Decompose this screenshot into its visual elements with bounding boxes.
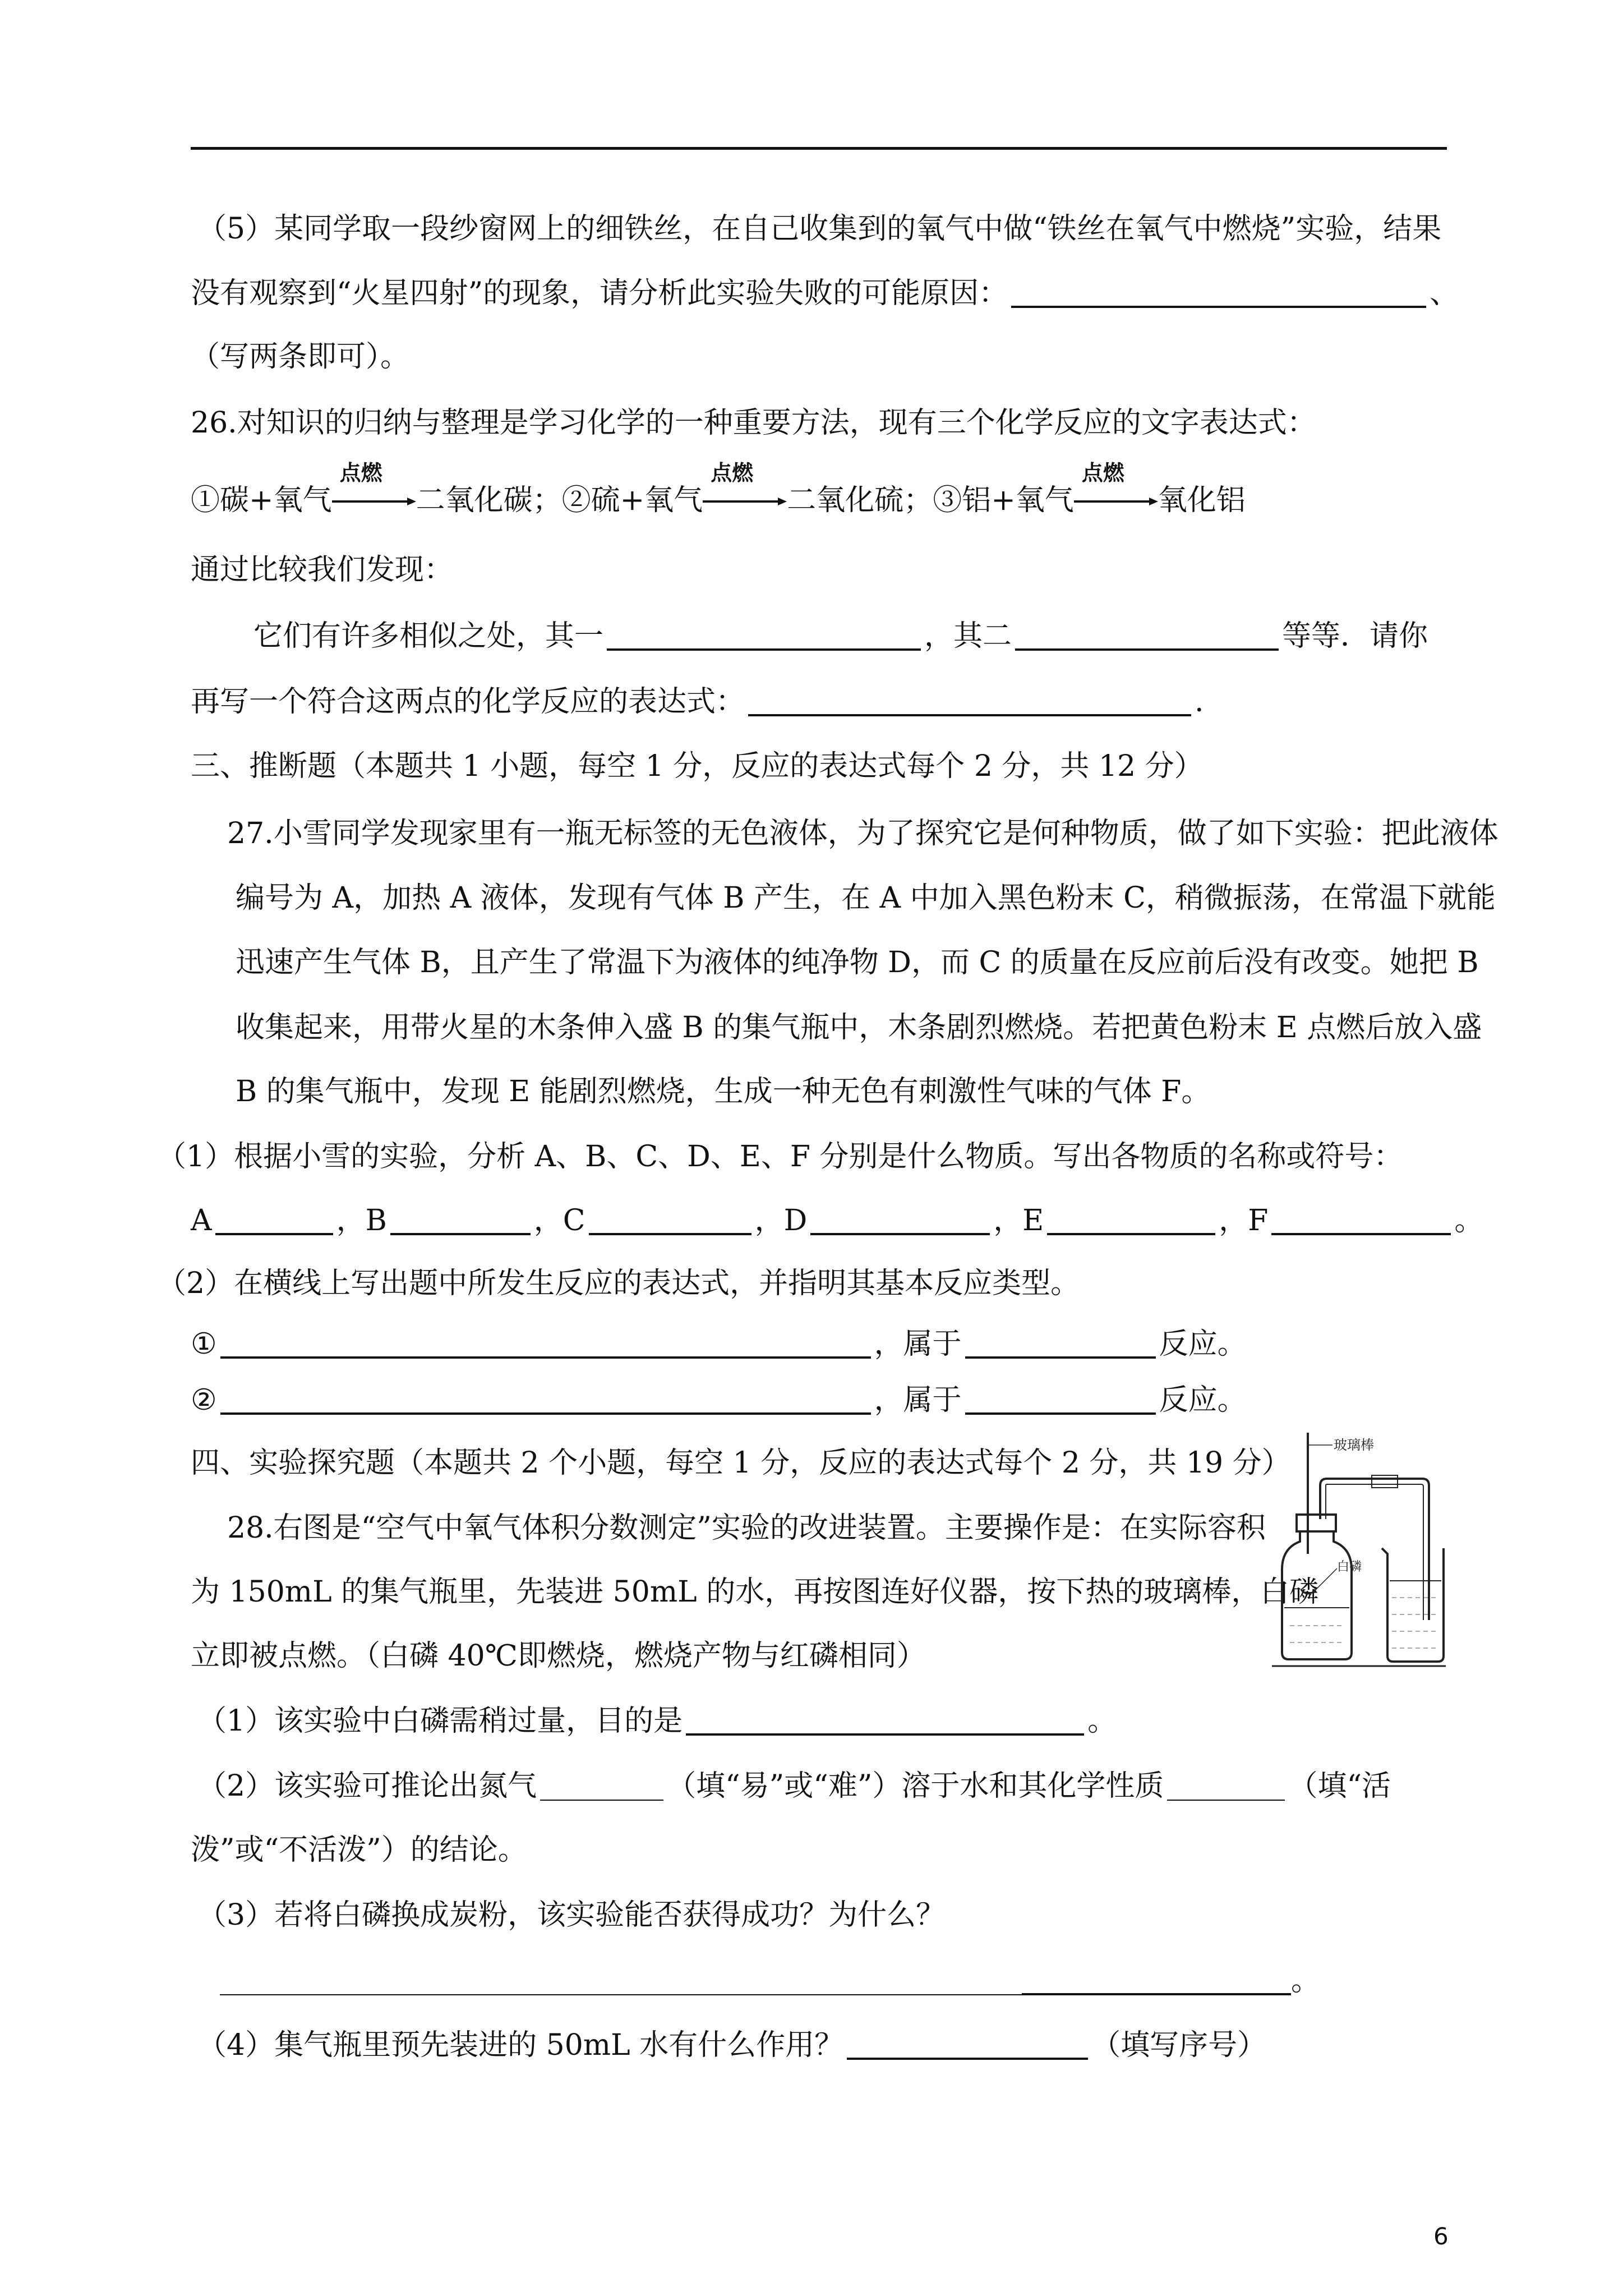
q26-similarities: 它们有许多相似之处，其一 ，其二 等等．请你 — [253, 619, 1428, 653]
q28-line: 为 150mL 的集气瓶里，先装进 50mL 的水，再按图连好仪器，按下热的玻璃棒，白磷 — [191, 1575, 1319, 1609]
page-number: 6 — [1433, 2223, 1449, 2250]
answer-blank-d[interactable] — [810, 1206, 990, 1235]
answer-blank[interactable] — [965, 1386, 1156, 1415]
answer-blank[interactable] — [220, 1386, 871, 1415]
q28-sub3: （3）若将白磷换成炭粉，该实验能否获得成功？为什么？ — [197, 1898, 946, 1932]
reaction-arrow: 点燃 — [1074, 486, 1158, 515]
q28-sub4: （4）集气瓶里预先装进的 50mL 水有什么作用？ （填写序号） — [197, 2028, 1267, 2062]
reaction-arrow: 点燃 — [703, 486, 787, 515]
answer-blank[interactable] — [220, 1329, 871, 1359]
q28-sub2: （2）该实验可推论出氮气 （填“易”或“难”）溶于水和其化学性质 （填“活 — [197, 1769, 1391, 1803]
q26-compare: 通过比较我们发现： — [191, 553, 454, 587]
answer-blank[interactable] — [1167, 1773, 1285, 1801]
answer-blank[interactable] — [847, 2031, 1088, 2060]
header-rule — [191, 147, 1447, 150]
q25-5-line2: 没有观察到“火星四射”的现象，请分析此实验失败的可能原因： 、 — [191, 277, 1459, 310]
answer-blank-e[interactable] — [1047, 1206, 1215, 1235]
q27-reaction-row: ② ，属于 反应。 — [191, 1383, 1247, 1417]
q27-part1: （1）根据小雪的实验，分析 A、B、C、D、E、F 分别是什么物质。写出各物质的名称或符号： — [157, 1140, 1403, 1174]
rod-label: 玻璃棒 — [1334, 1437, 1374, 1453]
stopper — [1297, 1515, 1336, 1531]
q26-write: 再写一个符合这两点的化学反应的表达式： . — [191, 685, 1204, 719]
q27-line: 27.小雪同学发现家里有一瓶无标签的无色液体，为了探究它是何种物质，做了如下实验：把此液体 — [227, 817, 1498, 850]
apparatus-figure — [1272, 1429, 1446, 1671]
answer-blank[interactable] — [1011, 279, 1426, 308]
q27-line: B 的集气瓶中，发现 E 能剧烈燃烧，生成一种无色有刺激性气味的气体 F。 — [236, 1075, 1211, 1108]
q27-reaction-row: ① ，属于 反应。 — [191, 1327, 1247, 1361]
q27-line: 收集起来，用带火星的木条伸入盛 B 的集气瓶中，木条剧烈燃烧。若把黄色粉末 E 点燃后放入盛 — [236, 1011, 1482, 1045]
q28-sub3-answer: 。 — [220, 1966, 1320, 1995]
answer-blank[interactable] — [1015, 622, 1279, 651]
beaker — [1382, 1548, 1444, 1662]
phosphorus-label: 白磷 — [1337, 1560, 1362, 1574]
q27-part2: （2）在横线上写出题中所发生反应的表达式，并指明其基本反应类型。 — [157, 1267, 1080, 1300]
answer-blank-b[interactable] — [390, 1206, 531, 1235]
q27-line: 编号为 A，加热 A 液体，发现有气体 B 产生，在 A 中加入黑色粉末 C，稍微振荡，在常温下就能 — [236, 881, 1496, 915]
q25-5-line3: （写两条即可）。 — [191, 340, 410, 374]
section3-heading: 三、推断题（本题共 1 小题，每空 1 分，反应的表达式每个 2 分，共 12 分） — [191, 749, 1204, 783]
q25-5-line1: （5）某同学取一段纱窗网上的细铁丝，在自己收集到的氧气中做“铁丝在氧气中燃烧”实验，结果 — [197, 212, 1442, 246]
answer-blank[interactable] — [1022, 1966, 1291, 1995]
section4-heading: 四、实验探究题（本题共 2 个小题，每空 1 分，反应的表达式每个 2 分，共 19 分） — [191, 1446, 1291, 1480]
q26-reactions: ①碳+氧气 点燃 二氧化碳；②硫+氧气 点燃 二氧化硫；③铝+氧气 点燃 氧化铝 — [191, 461, 1246, 517]
reaction-arrow: 点燃 — [332, 486, 416, 515]
answer-blank[interactable] — [748, 687, 1191, 716]
q27-line: 迅速产生气体 B，且产生了常温下为液体的纯净物 D，而 C 的质量在反应前后没有改变。她把 B — [236, 946, 1479, 979]
answer-blank[interactable] — [607, 622, 921, 651]
q28-line: 28.右图是“空气中氧气体积分数测定”实验的改进装置。主要操作是：在实际容积 — [227, 1511, 1266, 1545]
q28-sub2-cont: 泼”或“不活泼”）的结论。 — [191, 1833, 527, 1867]
q27-letters: A ，B ，C ，D ，E ，F 。 — [191, 1204, 1484, 1237]
answer-blank-f[interactable] — [1271, 1206, 1451, 1235]
gas-bottle — [1282, 1531, 1352, 1659]
answer-blank[interactable] — [540, 1773, 663, 1801]
q25-5-prompt: 没有观察到“火星四射”的现象，请分析此实验失败的可能原因： — [191, 277, 1008, 310]
q26-intro: 26.对知识的归纳与整理是学习化学的一种重要方法，现有三个化学反应的文字表达式： — [191, 406, 1316, 440]
q28-sub1: （1）该实验中白磷需稍过量，目的是 。 — [197, 1704, 1117, 1738]
answer-blank-a[interactable] — [215, 1206, 333, 1235]
answer-blank[interactable] — [686, 1706, 1084, 1736]
answer-blank[interactable] — [965, 1329, 1156, 1359]
answer-blank[interactable] — [220, 1967, 1022, 1995]
q28-line: 立即被点燃。（白磷 40℃即燃烧，燃烧产物与红磷相同） — [191, 1639, 926, 1673]
answer-blank-c[interactable] — [589, 1206, 751, 1235]
